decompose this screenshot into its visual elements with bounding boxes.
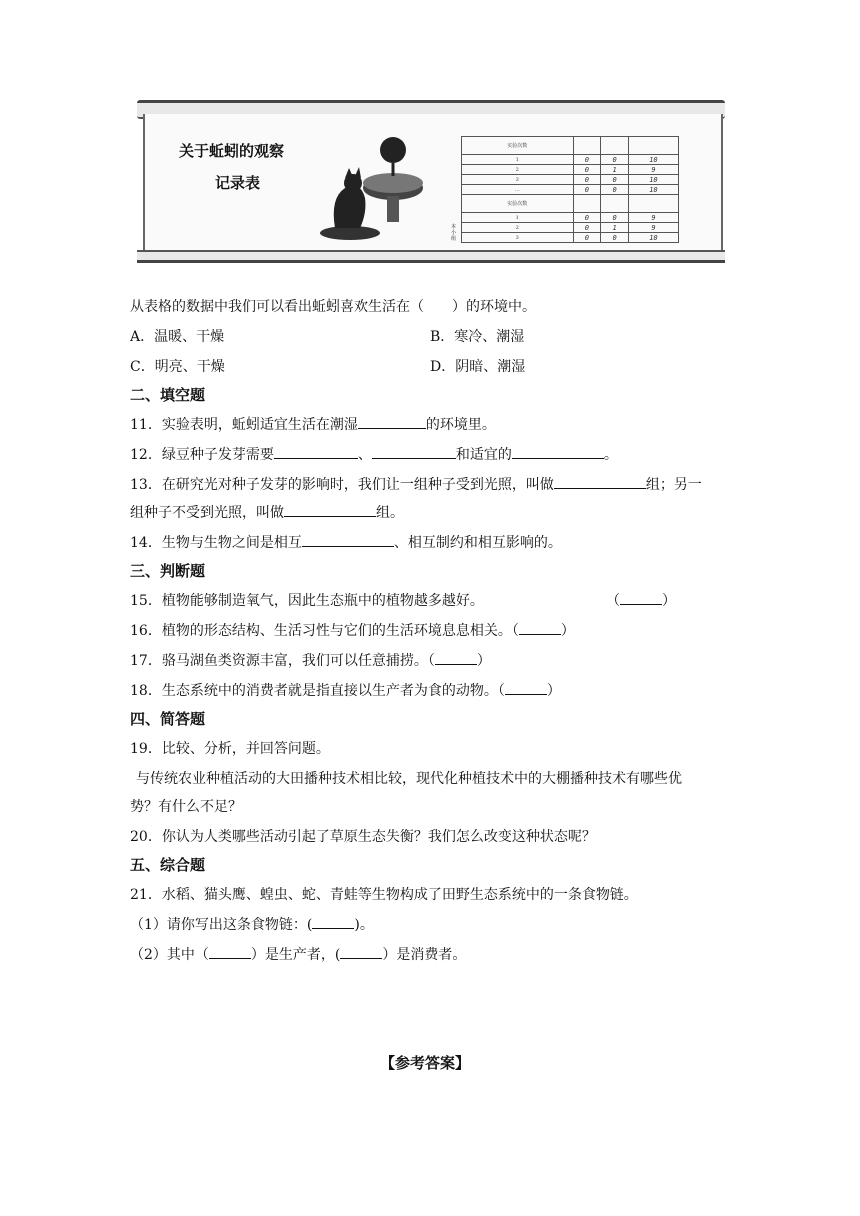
record-cell: 10 bbox=[628, 155, 678, 165]
question-16 bbox=[130, 620, 575, 640]
q11-post: 的环境里。 bbox=[425, 417, 496, 433]
section-3-title: 三、判断题 bbox=[130, 562, 206, 580]
question-11 bbox=[130, 414, 496, 434]
paren-left: （ bbox=[497, 683, 505, 699]
reference-answer-title: 【参考答案】 bbox=[380, 1054, 471, 1072]
q12-pre: 12．绿豆种子发芽需要 bbox=[130, 447, 274, 463]
option-d[interactable]: D．阴暗、潮湿 bbox=[430, 359, 526, 375]
q14-blank[interactable] bbox=[302, 532, 394, 547]
record-subheader-cell bbox=[601, 195, 629, 213]
record-cell: 0 bbox=[573, 155, 601, 165]
record-cell: 0 bbox=[573, 233, 601, 243]
banner-title-line2: 记录表 bbox=[215, 174, 261, 192]
paren-left: （ bbox=[606, 593, 620, 609]
record-cell: … bbox=[462, 185, 574, 195]
q21-2-blank-1[interactable] bbox=[209, 945, 251, 959]
record-cell: 0 bbox=[573, 213, 601, 223]
scroll-roll-bottom bbox=[137, 250, 725, 263]
q14-post: 、相互制约和相互影响的。 bbox=[393, 535, 562, 551]
banner-title-line1: 关于蚯蚓的观察 bbox=[179, 142, 285, 160]
question-13-line1 bbox=[130, 474, 702, 494]
record-table bbox=[461, 136, 679, 243]
record-cell: 0 bbox=[573, 165, 601, 175]
q21-1-pre: （1）请你写出这条食物链：( bbox=[130, 917, 313, 933]
record-cell: 0 bbox=[573, 223, 601, 233]
q13-line2-pre: 组种子不受到光照，叫做 bbox=[130, 505, 284, 521]
record-cell: 9 bbox=[628, 213, 678, 223]
q21-2-blank-2[interactable] bbox=[340, 945, 382, 959]
q15-answer bbox=[606, 590, 676, 610]
q17-blank[interactable] bbox=[435, 651, 477, 665]
question-13-line2 bbox=[130, 502, 404, 522]
record-cell: 9 bbox=[628, 223, 678, 233]
record-cell: 10 bbox=[628, 175, 678, 185]
record-cell: 0 bbox=[601, 175, 629, 185]
q21-2-c: ）是消费者。 bbox=[382, 947, 467, 963]
record-header-cell bbox=[573, 137, 601, 155]
q13-blank-1[interactable] bbox=[554, 474, 646, 489]
record-cell: 0 bbox=[601, 213, 629, 223]
question-14 bbox=[130, 532, 562, 552]
section-5-title: 五、综合题 bbox=[130, 856, 206, 874]
question-20: 20．你认为人类哪些活动引起了草原生态失衡？我们怎么改变这种状态呢？ bbox=[130, 829, 596, 845]
question-18 bbox=[130, 680, 561, 700]
q21-1-post: )。 bbox=[354, 917, 374, 933]
paren-right: ） bbox=[560, 623, 575, 639]
q18-blank[interactable] bbox=[505, 681, 547, 695]
paren-left: （ bbox=[427, 653, 435, 669]
record-cell: 1 bbox=[462, 213, 574, 223]
q12-blank-1[interactable] bbox=[274, 444, 358, 459]
q13-line1-pre: 13．在研究光对种子发芽的影响时，我们让一组种子受到光照，叫做 bbox=[130, 477, 554, 493]
record-cell: 0 bbox=[601, 185, 629, 195]
q13-blank-2[interactable] bbox=[284, 502, 376, 517]
q16-blank[interactable] bbox=[519, 621, 561, 635]
record-cell: 2 bbox=[462, 223, 574, 233]
question-19-line2: 与传统农业种植活动的大田播种技术相比较，现代化种植技术中的大棚播种技术有哪些优 bbox=[136, 771, 682, 787]
q18-text: 18．生态系统中的消费者就是指直接以生产者为食的动物。 bbox=[130, 683, 498, 699]
q12-mid2: 和适宜的 bbox=[455, 447, 512, 463]
paren-right: ） bbox=[476, 653, 491, 669]
record-subheader-cell: 实验次数 bbox=[462, 195, 574, 213]
question-19-line1: 19．比较、分析，并回答问题。 bbox=[130, 741, 330, 757]
record-cell: 1 bbox=[601, 165, 629, 175]
record-header-cell bbox=[601, 137, 629, 155]
record-cell: 10 bbox=[628, 185, 678, 195]
q12-blank-3[interactable] bbox=[512, 444, 604, 459]
question-21: 21．水稻、猫头鹰、蝗虫、蛇、青蛙等生物构成了田野生态系统中的一条食物链。 bbox=[130, 887, 638, 903]
q13-line2-post: 组。 bbox=[376, 505, 404, 521]
section-4-title: 四、简答题 bbox=[130, 710, 206, 728]
question-21-part2 bbox=[130, 944, 466, 964]
q15-text: 15．植物能够制造氧气，因此生态瓶中的植物越多越好。 bbox=[130, 593, 484, 609]
section-2-title: 二、填空题 bbox=[130, 386, 206, 404]
option-c[interactable]: C．明亮、干燥 bbox=[130, 359, 225, 375]
q12-mid1: 、 bbox=[357, 447, 372, 463]
option-a[interactable]: A．温暖、干燥 bbox=[130, 329, 225, 345]
q21-2-b: ）是生产者，( bbox=[250, 947, 341, 963]
question-12 bbox=[130, 444, 618, 464]
q21-2-a: （2）其中（ bbox=[130, 947, 209, 963]
question-10-stem: 从表格的数据中我们可以看出蚯蚓喜欢生活在（ ）的环境中。 bbox=[130, 299, 536, 315]
option-b[interactable]: B．寒冷、潮湿 bbox=[430, 329, 525, 345]
q14-pre: 14．生物与生物之间是相互 bbox=[130, 535, 302, 551]
record-cell: 1 bbox=[462, 155, 574, 165]
observation-banner bbox=[137, 100, 725, 258]
q11-pre: 11．实验表明，蚯蚓适宜生活在潮湿 bbox=[130, 417, 358, 433]
record-subheader-cell bbox=[628, 195, 678, 213]
paren-left: （ bbox=[511, 623, 519, 639]
q12-post: 。 bbox=[603, 447, 618, 463]
paren-right: ） bbox=[546, 683, 561, 699]
paren-right: ） bbox=[662, 593, 676, 609]
record-cell: 0 bbox=[601, 233, 629, 243]
question-19-line3: 势？有什么不足？ bbox=[130, 799, 242, 815]
earthworm-experiment-illustration bbox=[305, 128, 425, 248]
q16-text: 16．植物的形态结构、生活习性与它们的生活环境息息相关。 bbox=[130, 623, 512, 639]
q21-1-blank[interactable] bbox=[312, 915, 354, 929]
scroll-body bbox=[143, 114, 723, 252]
q15-blank[interactable] bbox=[620, 591, 662, 605]
question-15 bbox=[130, 590, 484, 610]
record-group-label: 本小组 bbox=[451, 224, 457, 242]
question-21-part1 bbox=[130, 914, 374, 934]
q12-blank-2[interactable] bbox=[372, 444, 456, 459]
q11-blank[interactable] bbox=[358, 414, 426, 429]
record-cell: 3 bbox=[462, 233, 574, 243]
record-cell: 2 bbox=[462, 165, 574, 175]
question-17 bbox=[130, 650, 491, 670]
record-cell: 10 bbox=[628, 233, 678, 243]
record-header-cell: 实验次数 bbox=[462, 137, 574, 155]
record-cell: 0 bbox=[601, 155, 629, 165]
record-header-cell bbox=[628, 137, 678, 155]
record-cell: 3 bbox=[462, 175, 574, 185]
record-cell: 1 bbox=[601, 223, 629, 233]
record-subheader-cell bbox=[573, 195, 601, 213]
q17-text: 17．骆马湖鱼类资源丰富，我们可以任意捕捞。 bbox=[130, 653, 428, 669]
record-cell: 0 bbox=[573, 175, 601, 185]
record-cell: 0 bbox=[573, 185, 601, 195]
record-cell: 9 bbox=[628, 165, 678, 175]
q13-line1-post: 组；另一 bbox=[645, 477, 702, 493]
